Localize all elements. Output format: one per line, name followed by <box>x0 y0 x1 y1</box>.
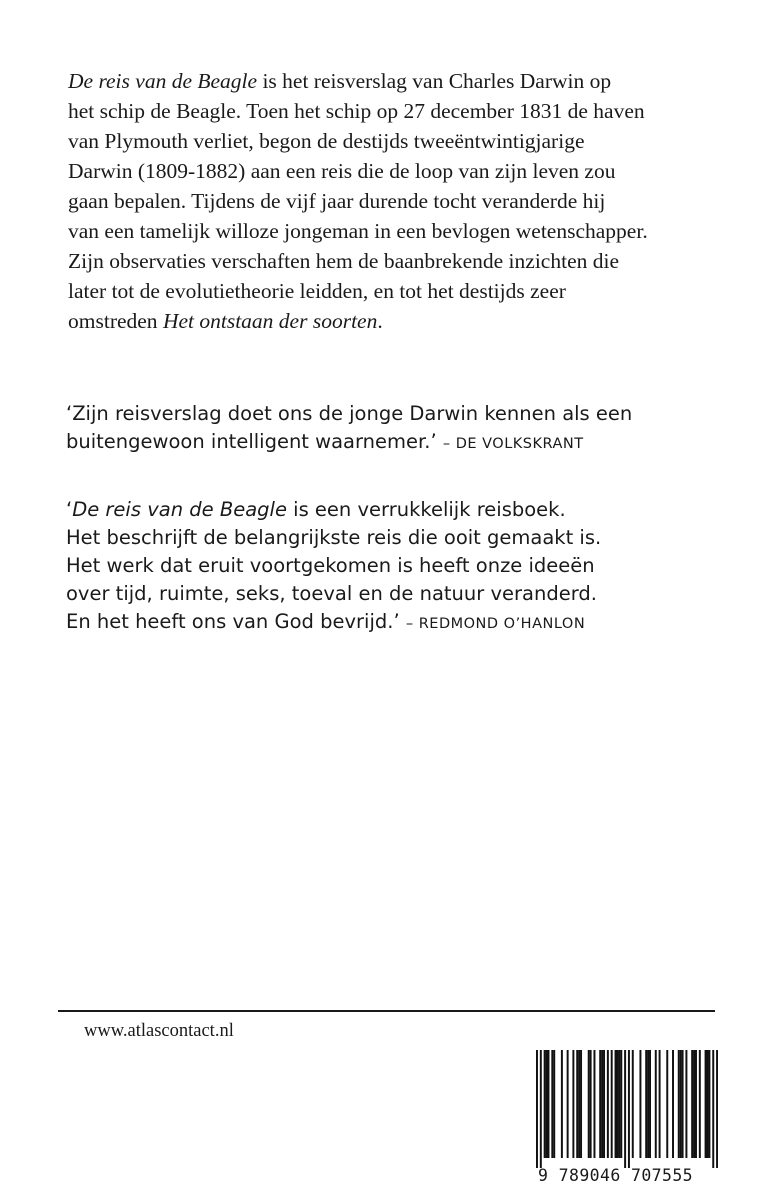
description-line-9: omstreden Het ontstaan der soorten. <box>68 309 383 333</box>
isbn-number: 9 789046 707555 <box>538 1166 694 1185</box>
barcode-bar <box>603 1050 605 1158</box>
book-title-italic: De reis van de Beagle <box>68 69 258 93</box>
barcode-bar <box>618 1050 620 1158</box>
quote-line: Het werk dat eruit voortgekomen is heeft onze ideeën <box>66 554 595 577</box>
description-line-7: Zijn observaties verschaften hem de baanbrekende inzichten die <box>68 249 620 273</box>
barcode-bar <box>659 1050 661 1158</box>
publisher-url[interactable]: www.atlascontact.nl <box>84 1021 234 1041</box>
book-title-italic: De reis van de Beagle <box>72 498 287 521</box>
barcode-bar <box>567 1050 569 1158</box>
barcode-bar <box>601 1050 603 1158</box>
barcode-bar <box>695 1050 697 1158</box>
barcode-bar <box>647 1050 649 1158</box>
barcode-bar <box>615 1050 617 1158</box>
review-quotes <box>66 400 746 638</box>
barcode-bar <box>547 1050 549 1158</box>
barcode-bar <box>666 1050 668 1158</box>
barcode-bar <box>593 1050 595 1158</box>
quote-attribution: – REDMOND O’HANLON <box>405 616 586 632</box>
barcode-bar <box>628 1050 630 1168</box>
quote-line: ‘De reis van de Beagle is een verrukkelijk reisboek. <box>66 498 566 521</box>
barcode-bar <box>693 1050 695 1158</box>
footer-divider <box>58 1010 715 1012</box>
barcode-bar <box>639 1050 641 1158</box>
barcode-bar <box>705 1050 707 1158</box>
barcode-bar <box>578 1050 580 1158</box>
quote-line: ‘Zijn reisverslag doet ons de jonge Darwin kennen als een <box>66 402 633 425</box>
barcode-bar <box>546 1050 548 1158</box>
barcode-bar <box>632 1050 634 1158</box>
description-line-6: van een tamelijk willoze jongeman in een bevlogen wetenschapper. <box>68 219 648 243</box>
description-line-5: gaan bepalen. Tijdens de vijf jaar durende tocht veranderde hij <box>68 189 606 213</box>
barcode-bar <box>561 1050 563 1158</box>
barcode-bar <box>572 1050 574 1158</box>
barcode-bar <box>678 1050 680 1158</box>
barcode-bar <box>576 1050 578 1158</box>
barcode-bar <box>580 1050 582 1158</box>
barcode-bar <box>649 1050 651 1158</box>
barcode-bar <box>699 1050 701 1158</box>
barcode-bar <box>588 1050 590 1158</box>
barcode-bar <box>691 1050 693 1158</box>
barcode-bar <box>553 1050 555 1158</box>
barcode-bar <box>590 1050 592 1158</box>
barcode-bar <box>551 1050 553 1158</box>
barcode-bar <box>620 1050 622 1158</box>
barcode-bar <box>611 1050 613 1158</box>
barcode-bar <box>672 1050 674 1158</box>
quote-line: over tijd, ruimte, seks, toeval en de natuur veranderd. <box>66 582 597 605</box>
description-line-2: het schip de Beagle. Toen het schip op 27 december 1831 de haven <box>68 99 645 123</box>
quote-line: En het heeft ons van God bevrijd.’ – REDMOND O’HANLON <box>66 610 586 633</box>
book-title-italic: Het ontstaan der soorten <box>162 309 378 333</box>
quote-line: buitengewoon intelligent waarnemer.’ – DE VOLKSKRANT <box>66 430 584 453</box>
quote-attribution: – DE VOLKSKRANT <box>442 436 584 452</box>
barcode-bar <box>540 1050 542 1168</box>
barcode-bar <box>655 1050 657 1158</box>
barcode-bar <box>616 1050 618 1158</box>
review-quote-ohanlon <box>66 496 746 638</box>
barcode-bar <box>607 1050 609 1158</box>
barcode-bar <box>544 1050 546 1158</box>
description-line-3: van Plymouth verliet, begon de destijds tweeëntwintigjarige <box>68 129 585 153</box>
barcode-bar <box>685 1050 687 1158</box>
barcode-bar <box>680 1050 682 1158</box>
quote-line: Het beschrijft de belangrijkste reis die ooit gemaakt is. <box>66 526 602 549</box>
isbn-barcode <box>536 1050 718 1168</box>
description-line-1: De reis van de Beagle is het reisverslag van Charles Darwin op <box>68 69 612 93</box>
barcode-bar <box>707 1050 709 1158</box>
barcode-bar <box>599 1050 601 1158</box>
barcode-bar <box>645 1050 647 1158</box>
book-description <box>68 66 728 336</box>
barcode-bar <box>624 1050 626 1168</box>
barcode-bar <box>708 1050 710 1158</box>
barcode-bar <box>716 1050 718 1168</box>
barcode-bar <box>712 1050 714 1168</box>
review-quote-volkskrant <box>66 400 746 458</box>
description-line-8: later tot de evolutietheorie leidden, en tot het destijds zeer <box>68 279 566 303</box>
description-line-4: Darwin (1809-1882) aan een reis die de loop van zijn leven zou <box>68 159 616 183</box>
barcode-bar <box>536 1050 538 1168</box>
barcode-bar <box>682 1050 684 1158</box>
